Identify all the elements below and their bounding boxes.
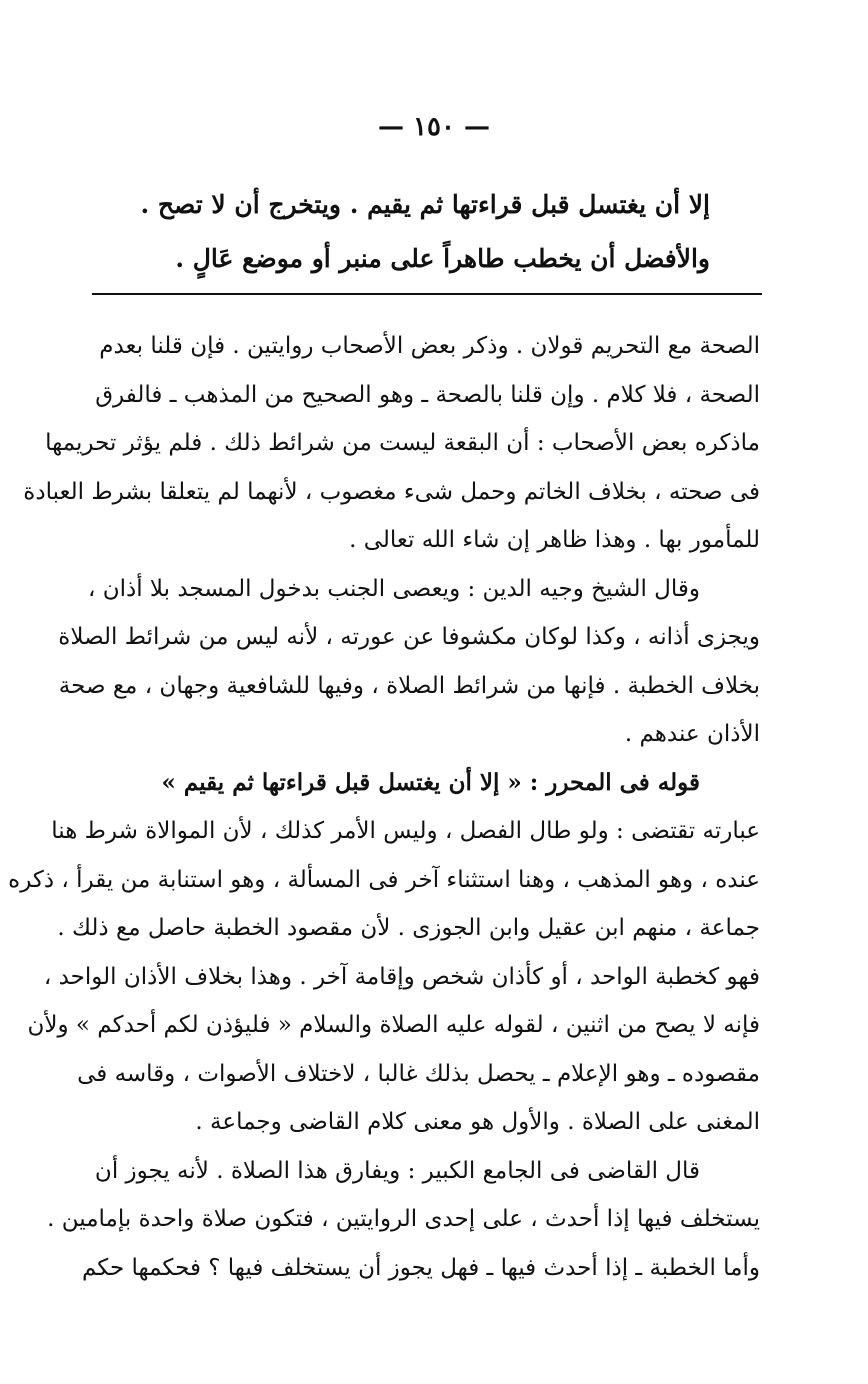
commentary-line: بخلاف الخطبة . فإنها من شرائط الصلاة ، وفيها للشافعية وجهان ، مع صحة [58, 672, 760, 699]
section-heading: قوله فى المحرر : « إلا أن يغتسل قبل قراءتها ثم يقيم » [161, 768, 700, 796]
commentary-line: فى صحته ، بخلاف الخاتم وحمل شىء مغصوب ، لأنهما لم يتعلقا بشرط العبادة [23, 478, 760, 505]
commentary-line: يستخلف فيها إذا أحدث ، على إحدى الروايتين ، فتكون صلاة واحدة بإمامين . [47, 1206, 760, 1232]
commentary-line: ويجزى أذانه ، وكذا لوكان مكشوفا عن عورته ، لأنه ليس من شرائط الصلاة [58, 624, 760, 650]
commentary-line: قال القاضى فى الجامع الكبير : ويفارق هذا الصلاة . لأنه يجوز أن [94, 1157, 700, 1184]
commentary-line: ماذكره بعض الأصحاب : أن البقعة ليست من شرائط ذلك . فلم يؤثر تحريمها [45, 430, 760, 456]
page-number: — ١٥٠ — [377, 112, 491, 142]
commentary-line: وقال الشيخ وجيه الدين : ويعصى الجنب بدخول المسجد بلا أذان ، [87, 575, 700, 602]
commentary-line: الصحة مع التحريم قولان . وذكر بعض الأصحاب روايتين . فإن قلنا بعدم [99, 333, 760, 359]
commentary-text [8, 322, 760, 1322]
commentary-line: الصحة ، فلا كلام . وإن قلنا بالصحة ـ وهو الصحيح من المذهب ـ فالفرق [95, 381, 760, 408]
main-text [140, 178, 710, 286]
commentary-line: وأما الخطبة ـ إذا أحدث فيها ـ فهل يجوز أن يستخلف فيها ؟ فحكمها حكم [81, 1254, 760, 1281]
section-divider [92, 293, 762, 295]
commentary-line: فهو كخطبة الواحد ، أو كأذان شخص وإقامة آخر . وهذا بخلاف الأذان الواحد ، [43, 963, 760, 990]
main-text-line: والأفضل أن يخطب طاهراً على منبر أو موضع عَالٍ . [175, 244, 710, 273]
commentary-line: المغنى على الصلاة . والأول هو معنى كلام القاضى وجماعة . [195, 1109, 760, 1135]
commentary-line: للمأمور بها . وهذا ظاهر إن شاء الله تعالى . [349, 527, 760, 553]
commentary-line: فإنه لا يصح من اثنين ، لقوله عليه الصلاة والسلام « فليؤذن لكم أحدكم » ولأن [27, 1012, 760, 1038]
commentary-line: عبارته تقتضى : ولو طال الفصل ، وليس الأمر كذلك ، لأن الموالاة شرط هنا [51, 818, 760, 844]
main-text-line: إلا أن يغتسل قبل قراءتها ثم يقيم . ويتخرج أن لا تصح . [140, 190, 710, 219]
commentary-line: جماعة ، منهم ابن عقيل وابن الجوزى . لأن مقصود الخطبة حاصل مع ذلك . [57, 915, 760, 941]
commentary-line: مقصوده ـ وهو الإعلام ـ يحصل بذلك غالبا ، لاختلاف الأصوات ، وقاسه فى [77, 1060, 760, 1087]
commentary-line: الأذان عندهم . [624, 721, 760, 747]
commentary-line: عنده ، وهو المذهب ، وهنا استثناء آخر فى المسألة ، وهو استنابة من يقرأ ، ذكره [8, 866, 760, 893]
